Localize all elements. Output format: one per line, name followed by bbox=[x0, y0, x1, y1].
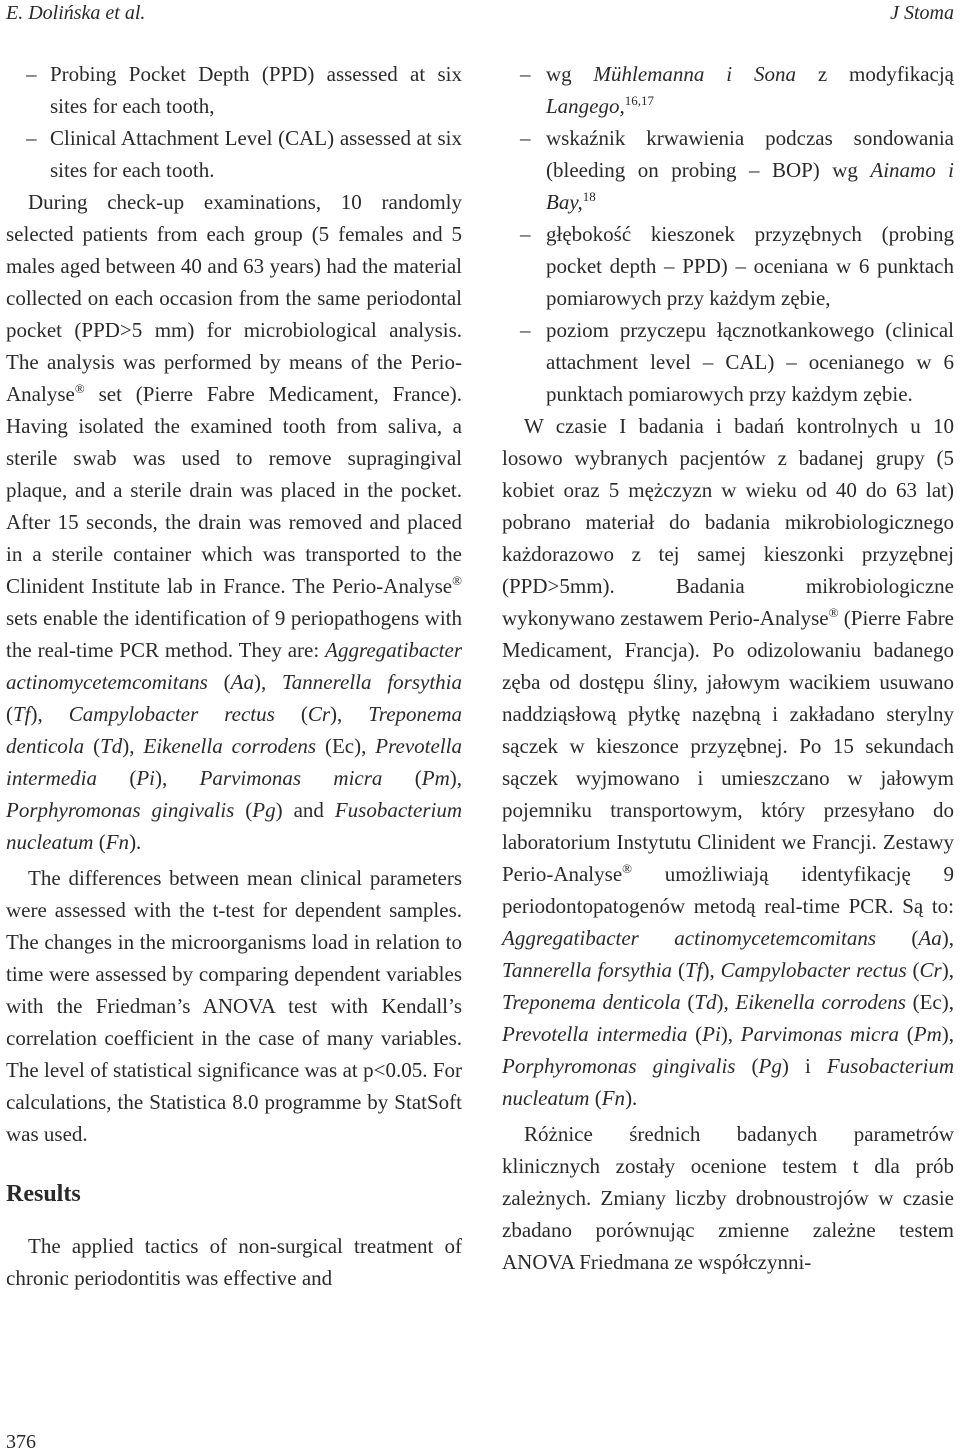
list-item: – Clinical Attachment Level (CAL) assessed at six sites for each tooth. bbox=[6, 122, 462, 186]
list-item: – głębokość kieszonek przyzębnych (probing pocket depth – PPD) – oceniana w 6 punktach pomiarowych przy każdym zębie, bbox=[502, 218, 954, 314]
section-heading-results: Results bbox=[6, 1181, 81, 1207]
measurement-list bbox=[6, 58, 462, 186]
list-item: – Probing Pocket Depth (PPD) assessed at six sites for each tooth, bbox=[6, 58, 462, 122]
statystyka-paragraph: Różnice średnich badanych parametrów klinicznych zostały ocenione testem t dla prób zależnych. Zmiany liczby drobnoustrojów w czasie zbadano porównując zmienne zależne testem ANOVA Friedmana ze współczynni- bbox=[502, 1122, 954, 1274]
parameters-list bbox=[502, 122, 954, 410]
list-item-continuation: – wg Mühlemanna i Sona z modyfikacją Langego,$^{16,17}$ bbox=[502, 58, 954, 122]
methods-paragraph: During check-up examinations, 10 randomly selected patients from each group (5 females and 5 males aged between 40 and 63 years) had the material collected on each occasion from the same periodontal pocket (PPD>5 mm) for microbiological analysis. The analysis was performed by means of the Perio-Analyse® set (Pierre Fabre Medicament, France). Having isolated the examined tooth from saliva, a sterile swab was used to remove supragingival plaque, and a sterile drain was placed in the pocket. After 15 seconds, the drain was removed and placed in a sterile container which was transported to the Clinident Institute lab in France. The Perio-Analyse® sets enable the identification of 9 periopathogens with the real-time PCR method. They are: Aggregatibacter actinomycetemcomitans (Aa), Tannerella forsythia (Tf), Campylobacter rectus (Cr), Treponema denticola (Td), Eikenella corrodens (Ec), Prevotella intermedia (Pi), Parvimonas micra (Pm), Porphyromonas gingivalis (Pg) and Fusobacterium nucleatum (Fn). bbox=[6, 190, 463, 854]
header-journal: J Stoma bbox=[890, 2, 954, 24]
left-column bbox=[6, 58, 462, 1294]
list-item: – wskaźnik krwawienia podczas sondowania (bleeding on probing – BOP) wg Ainamo i Bay,$^{18}$ bbox=[502, 122, 954, 218]
wskazniki-list bbox=[502, 58, 954, 122]
header-authors: E. Dolińska et al. bbox=[6, 2, 146, 24]
running-header bbox=[6, 0, 954, 30]
list-item: – poziom przyczepu łącznotkankowego (clinical attachment level – CAL) – ocenianego w 6 punktach pomiarowych przy każdym zębie. bbox=[502, 314, 954, 410]
metody-paragraph: W czasie I badania i badań kontrolnych u 10 losowo wybranych pacjentów z badanej grupy (5 kobiet oraz 5 mężczyzn w wieku od 40 do 63 lat) pobrano materiał do badania mikrobiologicznego każdorazowo z tej samej kieszonki przyzębnej (PPD>5mm). Badania mikrobiologiczne wykonywano zestawem Perio-Analyse® (Pierre Fabre Medicament, Francja). Po odizolowaniu badanego zęba od dostępu śliny, jałowym wacikiem usuwano naddziąsłową płytkę nazębną i zakładano sterylny sączek w kieszonce przyzębnej. Po 15 sekundach sączek wyjmowano i umieszczano w jałowym pojemniku transportowym, który przesyłano do laboratorium Instytutu Clinident we Francji. Zestawy Perio-Analyse® umożliwiają identyfikację 9 periodontopatogenów metodą real-time PCR. Są to: Aggregatibacter actinomycetemcomitans (Aa), Tannerella forsythia (Tf), Campylobacter rectus (Cr), Treponema denticola (Td), Eikenella corrodens (Ec), Prevotella intermedia (Pi), Parvimonas micra (Pm), Porphyromonas gingivalis (Pg) i Fusobacterium nucleatum (Fn). bbox=[502, 414, 955, 1110]
page-number: 376 bbox=[6, 1431, 36, 1453]
statistics-paragraph: The differences between mean clinical parameters were assessed with the t-test for dependent samples. The changes in the microorganisms load in relation to time were assessed by comparing dependent variables with the Friedman’s ANOVA test with Kendall’s correlation coefficient in the case of many variables. The level of statistical significance was at p<0.05. For calculations, the Statistica 8.0 programme by StatSoft was used. bbox=[6, 866, 462, 1146]
right-column bbox=[502, 58, 954, 1278]
results-paragraph: The applied tactics of non-surgical treatment of chronic periodontitis was effective and bbox=[6, 1234, 462, 1290]
